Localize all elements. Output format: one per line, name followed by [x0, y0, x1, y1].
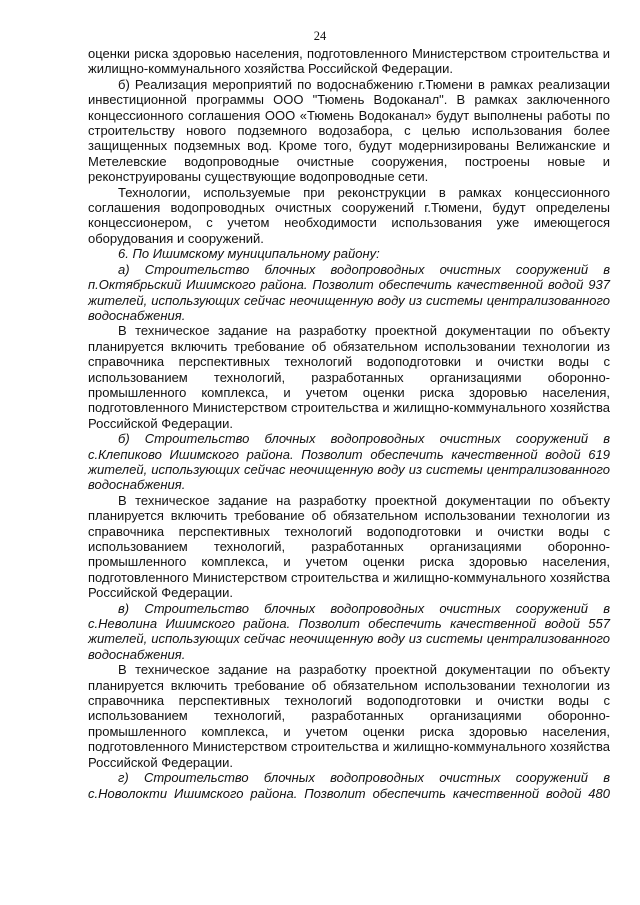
document-body [88, 46, 610, 801]
paragraph-item-v: в) Строительство блочных водопроводных очистных сооружений в с.Неволина Ишимского района. Позволит обеспечить качественной водой 557 жителей, использующих сейчас неочищенную воду из системы централизованного водоснабжения. [88, 600, 610, 662]
paragraph-requirements-a: В техническое задание на разработку проектной документации по объекту планируется включить требование об обязательном использовании технологии из справочника перспективных технологий водоподготовки и очистки воды с использованием технологий, разработанных организациями оборонно-промышленного комплекса, и учетом оценки риска здоровью населения, подготовленного Министерством строительства и жилищно-коммунального хозяйства Российской Федерации. [88, 323, 610, 431]
paragraph-3: Технологии, используемые при реконструкции в рамках концессионного соглашения водопроводных очистных сооружений г.Тюмени, будут определены концессионером, с учетом необходимости использования уже имеющегося оборудования и сооружений. [88, 184, 610, 246]
section-heading: 6. По Ишимскому муниципальному району: [118, 246, 380, 262]
paragraph-item-a: а) Строительство блочных водопроводных очистных сооружений в п.Октябрьский Ишимского района. Позволит обеспечить качественной водой 937 жителей, использующих сейчас неочищенную воду из системы централизованного водоснабжения. [88, 261, 610, 323]
paragraph-requirements-b: В техническое задание на разработку проектной документации по объекту планируется включить требование об обязательном использовании технологии из справочника перспективных технологий водоподготовки и очистки воды с использованием технологий, разработанных организациями оборонно-промышленного комплекса, и учетом оценки риска здоровью населения, подготовленного Министерством строительства и жилищно-коммунального хозяйства Российской Федерации. [88, 492, 610, 601]
paragraph-2: б) Реализация мероприятий по водоснабжению г.Тюмени в рамках реализации инвестиционной программы ООО "Тюмень Водоканал". В рамках заключенного концессионного соглашения ООО «Тюмень Водоканал» будут выполнены работы по строительству нового подземного водозабора, с целью использования более защищенных подземных вод. Кроме того, будут модернизированы Велижанские и Метелевские водопроводные очистные сооружения, построены новые и реконструированы существующие водопроводные сети. [88, 76, 610, 185]
paragraph-item-g: г) Строительство блочных водопроводных очистных сооружений в с.Новолокти Ишимского района. Позволит обеспечить качественной водой 480 [88, 770, 610, 801]
page-number: 24 [313, 29, 327, 43]
paragraph-requirements-v: В техническое задание на разработку проектной документации по объекту планируется включить требование об обязательном использовании технологии из справочника перспективных технологий водоподготовки и очистки воды с использованием технологий, разработанных организациями оборонно-промышленного комплекса, и учетом оценки риска здоровью населения, подготовленного Министерством строительства и жилищно-коммунального хозяйства Российской Федерации. [88, 662, 610, 770]
paragraph-1: оценки риска здоровью населения, подготовленного Министерством строительства и жилищно-коммунального хозяйства Российской Федерации. [88, 46, 610, 77]
paragraph-item-b: б) Строительство блочных водопроводных очистных сооружений в с.Клепиково Ишимского района. Позволит обеспечить качественной водой 619 жителей, использующих сейчас неочищенную воду из системы централизованного водоснабжения. [88, 431, 610, 493]
